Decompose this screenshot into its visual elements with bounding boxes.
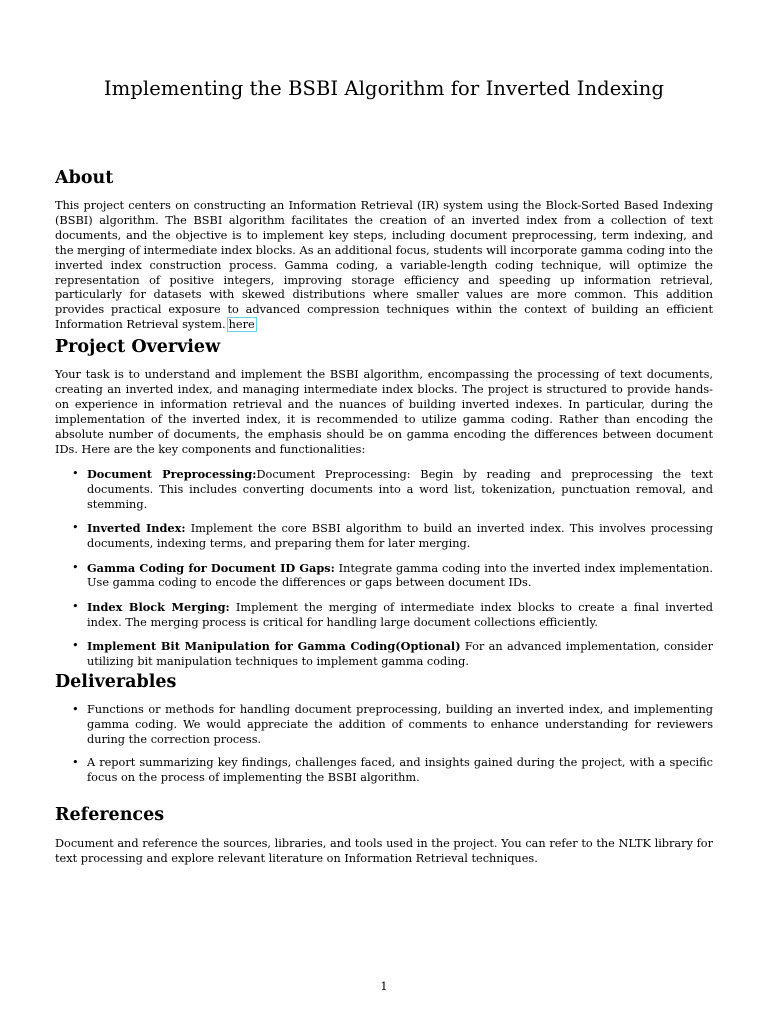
bullet-icon: • — [72, 560, 79, 574]
references-paragraph: Document and reference the sources, libraries, and tools used in the project. You can refer to the NLTK library for text processing and explore relevant literature on Information Retrieval techniques. — [55, 837, 713, 865]
item-title: Inverted Index: — [87, 521, 186, 536]
list-item-report — [55, 756, 713, 786]
overview-list — [55, 467, 713, 678]
bullet-icon: • — [72, 467, 79, 480]
item-title: Gamma Coding for Document ID Gaps: — [87, 560, 335, 575]
item-text: A report summarizing key findings, challenges faced, and insights gained during the project, with a specific focus on the process of implementing the BSBI algorithm. — [87, 756, 713, 785]
bullet-icon: • — [72, 599, 79, 613]
deliverables-list — [55, 703, 713, 795]
list-item-inverted-index — [55, 521, 713, 552]
document-title: Implementing the BSBI Algorithm for Inverted Indexing — [103, 77, 665, 100]
bullet-icon: • — [72, 521, 79, 535]
list-item-index-block-merging — [55, 600, 713, 631]
item-title: Document Preprocessing: — [87, 467, 257, 481]
item-text: Implement the core BSBI algorithm to build an inverted index. This involves processing documents, indexing terms, and preparing them for later merging. — [87, 522, 713, 551]
bullet-icon: • — [72, 703, 79, 716]
list-item-gamma-coding — [55, 561, 713, 592]
item-text: Document Preprocessing: Begin by reading and preprocessing the text documents. This includes converting documents into a word list, tokenization, punctuation removal, and stemming. — [87, 468, 713, 511]
overview-heading: Project Overview — [55, 337, 221, 357]
bullet-icon: • — [72, 756, 79, 770]
item-title: Index Block Merging: — [87, 599, 230, 614]
item-title: Implement Bit Manipulation for Gamma Coding(Optional) — [87, 639, 461, 654]
list-item-functions — [55, 703, 713, 748]
overview-paragraph: Your task is to understand and implement the BSBI algorithm, encompassing the processing of text documents, creating an inverted index, and managing intermediate index blocks. The project is structured to provide hands-on experience in information retrieval and the nuances of building inverted indexes. In particular, during the implementation of the inverted index, it is recommended to utilize gamma coding. Rather than encoding the absolute number of documents, the emphasis should be on gamma encoding the differences between document IDs. Here are the key components and functionalities: — [55, 368, 713, 456]
deliverables-heading: Deliverables — [55, 672, 177, 692]
references-heading: References — [55, 805, 165, 825]
item-text: Integrate gamma coding into the inverted index implementation. Use gamma coding to encode the differences or gaps between document IDs. — [87, 561, 713, 590]
list-item-bit-manipulation — [55, 639, 713, 670]
about-paragraph — [55, 199, 713, 333]
page-number: 1 — [380, 980, 388, 993]
about-heading: About — [55, 168, 114, 188]
list-item-document-preprocessing — [55, 467, 713, 513]
item-text: Implement the merging of intermediate index blocks to create a final inverted index. The merging process is critical for handling large document collections efficiently. — [87, 600, 714, 629]
here-link[interactable]: here — [228, 318, 255, 332]
about-text: This project centers on constructing an Information Retrieval (IR) system using the Block-Sorted Based Indexing (BSBI) algorithm. The BSBI algorithm facilitates the creation of an inverted index from a collection of text documents, and the objective is to implement key steps, including document preprocessing, term indexing, and the merging of intermediate index blocks. As an additional focus, students will incorporate gamma coding into the inverted index construction process. Gamma coding, a variable-length coding technique, will optimize the representation of positive integers, improving storage efficiency and speeding up information retrieval, particularly for datasets with skewed distributions where smaller values are more common. This addition provides practical exposure to advanced compression techniques within the context of building an efficient Information Retrieval system. — [55, 199, 713, 332]
bullet-icon: • — [72, 639, 79, 653]
item-text: For an advanced implementation, consider utilizing bit manipulation techniques to implement gamma coding. — [87, 640, 714, 669]
item-text: Functions or methods for handling document preprocessing, building an inverted index, and implementing gamma coding. We would appreciate the addition of comments to enhance understanding for reviewers during the correction process. — [87, 703, 713, 746]
